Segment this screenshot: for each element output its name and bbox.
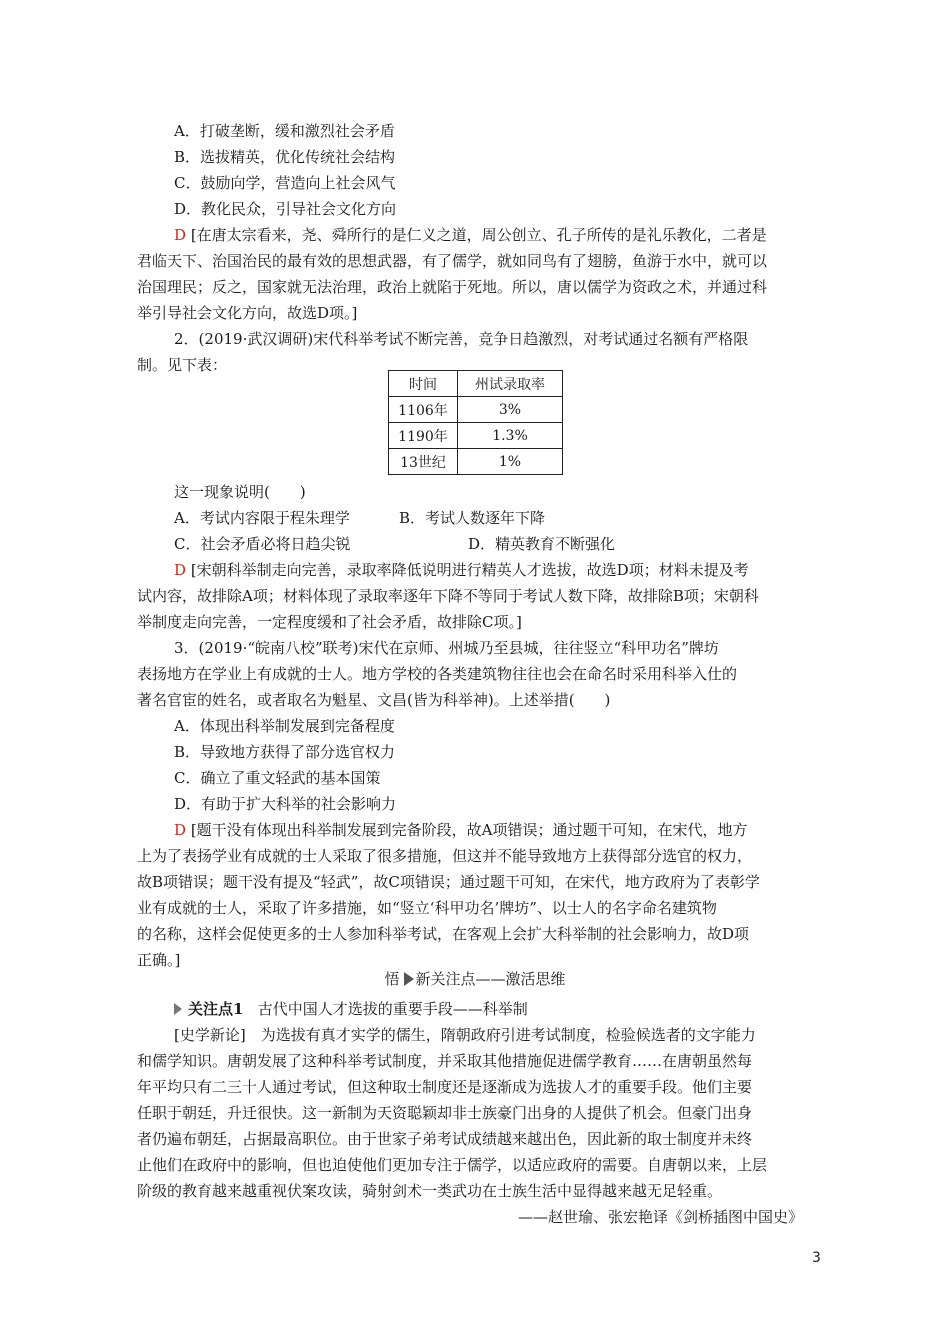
section-heading: [0, 966, 950, 992]
table-header-cell: 时间: [389, 371, 458, 397]
page-number: 3: [812, 1250, 821, 1266]
q2-answer-letter: D: [174, 561, 187, 579]
passage-line: 年平均只有二三十人通过考试，但这种取士制度还是逐渐成为选拔人才的重要手段。他们主要: [137, 1078, 753, 1096]
passage-source: ——赵世瑜、张宏艳译《剑桥插图中国史》: [518, 1208, 804, 1226]
q2-option-c: C．社会矛盾必将日趋尖锐: [174, 535, 351, 553]
q1-explanation-line: 举引导社会文化方向，故选D项。]: [137, 304, 358, 322]
q3-explanation-line: D [题干没有体现出科举制发展到完备阶段，故A项错误；通过题干可知，在宋代，地方: [174, 821, 748, 839]
q1-explanation-line: 治国理民；反之，国家就无法治理，政治上就陷于死地。所以，唐以儒学为资政之术，并通过科: [137, 278, 768, 296]
passage-line: 阶级的教育越来越重视伏案攻读，骑射剑术一类武功在士族生活中显得越来越无足轻重。: [137, 1182, 723, 1200]
q3-explanation-line: 故B项错误；题干没有提及“轻武”，故C项错误；通过题干可知，在宋代，地方政府为了表彰学: [137, 873, 760, 891]
passage-line: 止他们在政府中的影响，但也迫使他们更加专注于儒学，以适应政府的需要。自唐朝以来，上层: [137, 1156, 768, 1174]
passage-line: 者仍遍布朝廷，占据最高职位。由于世家子弟考试成绩越来越出色，因此新的取士制度并未终: [137, 1130, 753, 1148]
q3-explanation-line: 的名称，这样会促使更多的士人参加科举考试，在客观上会扩大科举制的社会影响力，故D项: [137, 925, 750, 943]
focus-label: 关注点1: [188, 1000, 244, 1018]
table-cell: 1106年: [389, 397, 458, 423]
focus-title: 古代中国人才选拔的重要手段——科举制: [257, 1000, 528, 1018]
passage-line: 和儒学知识。唐朝发展了这种科举考试制度，并采取其他措施促进儒学教育……在唐朝虽然每: [137, 1052, 753, 1070]
table-cell: 1.3%: [458, 423, 563, 449]
q1-option-a: A．打破垄断，缓和激烈社会矛盾: [174, 122, 395, 140]
q1-option-b: B．选拔精英，优化传统社会结构: [174, 148, 396, 166]
focus-heading: [174, 996, 528, 1022]
q1-explanation-line: D [在唐太宗看来，尧、舜所行的是仁义之道，周公创立、孔子所传的是礼乐教化，二者是: [174, 226, 767, 244]
admission-rate-table: [388, 370, 563, 475]
passage-line: 任职于朝廷，升迁很快。这一新制为天资聪颖却非士族豪门出身的人提供了机会。但豪门出身: [137, 1104, 753, 1122]
q3-stem-line: 3．(2019·“皖南八校”联考)宋代在京师、州城乃至县城，往往竖立“科甲功名”牌坊: [174, 639, 719, 657]
q2-option-b: B．考试人数逐年下降: [399, 509, 546, 527]
q1-option-c: C．鼓励向学，营造向上社会风气: [174, 174, 396, 192]
bullet-arrow-icon: [174, 1003, 182, 1015]
q3-option-a: A．体现出科举制发展到完备程度: [174, 717, 395, 735]
section-title: 新关注点——激活思维: [415, 970, 566, 988]
table-cell: 1190年: [389, 423, 458, 449]
q3-explanation-line: 正确。]: [137, 951, 181, 969]
q1-option-d: D．教化民众，引导社会文化方向: [174, 200, 397, 218]
q3-stem-line: 著名官宦的姓名，或者取名为魁星、文昌(皆为科举神)。上述举措( ): [137, 691, 611, 709]
table-row: [389, 449, 563, 475]
q2-option-a: A．考试内容限于程朱理学: [174, 509, 350, 527]
section-prefix: 悟: [384, 970, 400, 988]
q3-option-c: C．确立了重文轻武的基本国策: [174, 769, 381, 787]
table-cell: 1%: [458, 449, 563, 475]
table-row: [389, 423, 563, 449]
q3-explanation-line: 上为了表扬学业有成就的士人采取了很多措施，但这并不能导致地方上获得部分选官的权力，: [137, 847, 753, 865]
q2-prompt: 这一现象说明( ): [174, 483, 306, 501]
q3-option-b: B．导致地方获得了部分选官权力: [174, 743, 396, 761]
q2-explanation-line: D [宋朝科举制走向完善，录取率降低说明进行精英人才选拔，故选D项；材料未提及考: [174, 561, 749, 579]
table-row: [389, 397, 563, 423]
table-cell: 13世纪: [389, 449, 458, 475]
q2-explanation-line: 举制度走向完善，一定程度缓和了社会矛盾，故排除C项。]: [137, 613, 522, 631]
q3-explanation-line: 业有成就的士人，采取了许多措施，如“竖立‘科甲功名’牌坊”、以士人的名字命名建筑物: [137, 899, 717, 917]
q3-stem-line: 表扬地方在学业上有成就的士人。地方学校的各类建筑物往往也会在命名时采用科举入仕的: [137, 665, 738, 683]
table-cell: 3%: [458, 397, 563, 423]
q2-explanation-line: 试内容，故排除A项；材料体现了录取率逐年下降不等同于考试人数下降，故排除B项；宋朝科: [137, 587, 759, 605]
q1-answer-letter: D: [174, 226, 187, 244]
table-header-cell: 州试录取率: [458, 371, 563, 397]
table-header-row: [389, 371, 563, 397]
q1-explanation-line: 君临天下、治国治民的最有效的思想武器，有了儒学，就如同鸟有了翅膀，鱼游于水中，就可以: [137, 252, 768, 270]
passage-line: [史学新论] 为选拔有真才实学的儒生，隋朝政府引进考试制度，检验候选者的文字能力: [174, 1026, 756, 1044]
q2-option-d: D．精英教育不断强化: [468, 535, 616, 553]
q2-stem-line: 制。见下表：: [137, 356, 228, 374]
play-arrow-icon: [404, 972, 414, 986]
q2-stem-line: 2．(2019·武汉调研)宋代科举考试不断完善，竞争日趋激烈，对考试通过名额有严格限: [174, 330, 749, 348]
q3-answer-letter: D: [174, 821, 187, 839]
q3-option-d: D．有助于扩大科举的社会影响力: [174, 795, 397, 813]
